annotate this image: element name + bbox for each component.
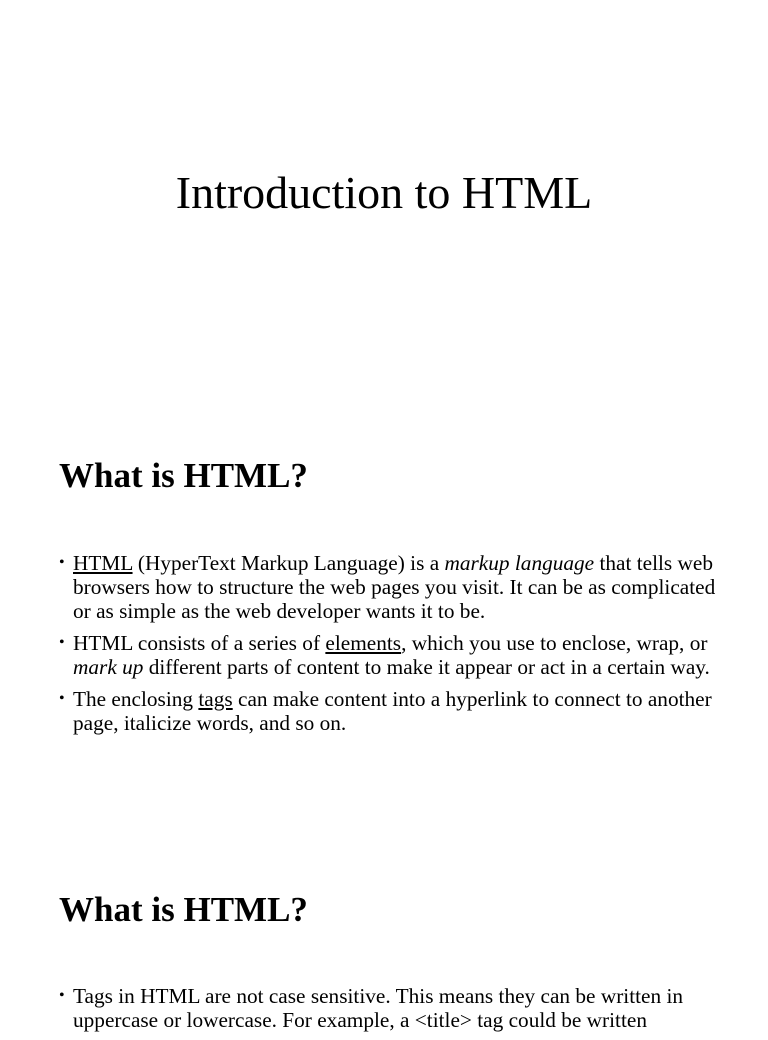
italic-term: mark up (73, 655, 144, 679)
bullet-text: that tells web browsers how to structure the web pages you visit. It can be as complicated or as simple as the web developer wants it to be. (73, 551, 716, 623)
bullet-list-2 (59, 984, 719, 1040)
underlined-term: elements (325, 631, 402, 655)
bullet-text: Tags in HTML are not case sensitive. This means they can be written in uppercase or lowercase. For example, a <title> tag could be written (73, 984, 684, 1032)
bullet-text: The enclosing (73, 687, 199, 711)
bullet-item (59, 631, 719, 679)
bullet-item (59, 551, 719, 623)
bullet-text: different parts of content to make it appear or act in a certain way. (143, 655, 710, 679)
section-heading-1: What is HTML? (59, 456, 308, 495)
bullet-text: (HyperText Markup Language) is a (132, 551, 445, 575)
underlined-term: tags (198, 687, 233, 711)
slide-title: Introduction to HTML (175, 167, 593, 218)
bullet-text: , which you use to enclose, wrap, or (401, 631, 708, 655)
bullet-item (59, 687, 719, 735)
bullet-dot-icon: • (59, 987, 65, 1004)
bullet-dot-icon: • (59, 634, 65, 651)
bullet-dot-icon: • (59, 690, 65, 707)
italic-term: markup language (444, 551, 595, 575)
bullet-text: HTML consists of a series of (73, 631, 326, 655)
bullet-list-1 (59, 551, 719, 743)
bullet-item (59, 984, 719, 1032)
section-heading-2: What is HTML? (59, 890, 308, 929)
underlined-term: HTML (73, 551, 133, 575)
bullet-dot-icon: • (59, 554, 65, 571)
bullet-text: can make content into a hyperlink to connect to another page, italicize words, and so on. (73, 687, 712, 735)
